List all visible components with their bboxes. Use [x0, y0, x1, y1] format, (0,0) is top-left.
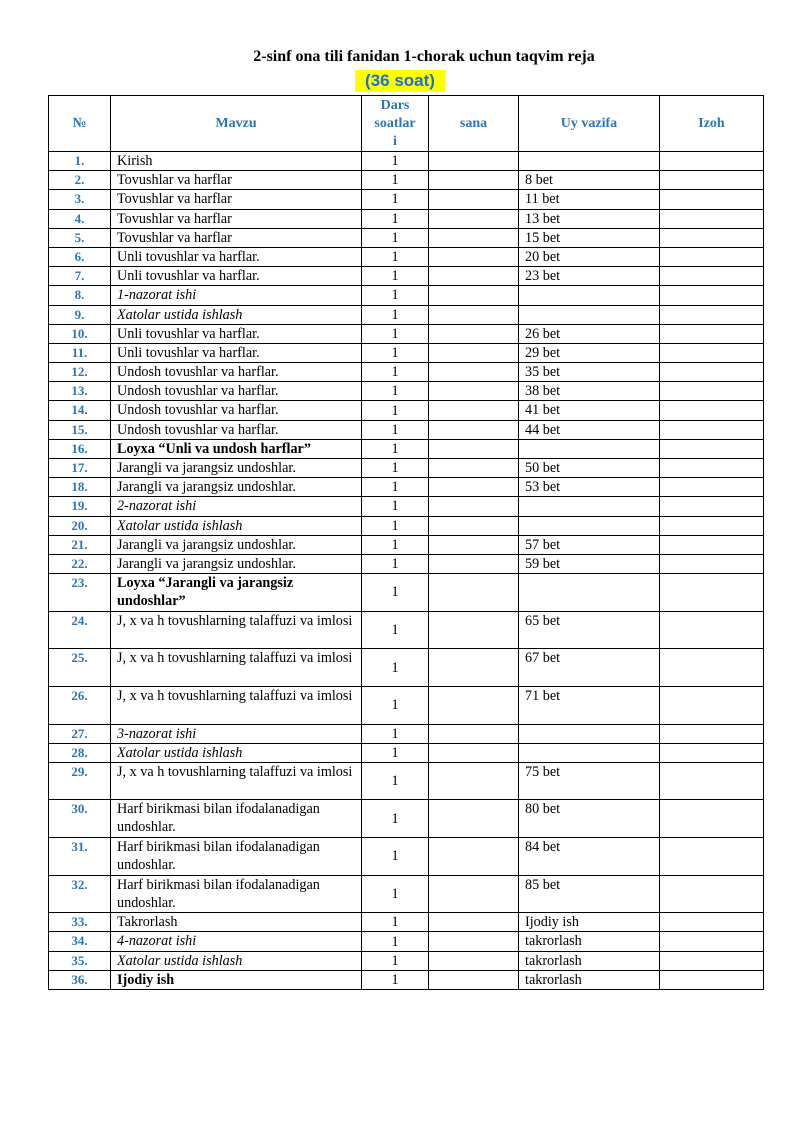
row-homework: [519, 724, 660, 743]
row-note: [660, 478, 764, 497]
row-note: [660, 286, 764, 305]
row-number: 29.: [49, 762, 111, 800]
row-topic: Xatolar ustida ishlash: [111, 743, 362, 762]
row-date: [429, 324, 519, 343]
row-hours: 1: [362, 800, 429, 838]
row-date: [429, 459, 519, 478]
page-subtitle: (36 soat): [355, 70, 445, 92]
row-topic: Jarangli va jarangsiz undoshlar.: [111, 535, 362, 554]
row-note: [660, 574, 764, 612]
table-row: [49, 401, 764, 420]
row-note: [660, 875, 764, 913]
row-note: [660, 516, 764, 535]
row-hours: 1: [362, 343, 429, 362]
row-number: 16.: [49, 439, 111, 458]
row-hours: 1: [362, 363, 429, 382]
row-number: 13.: [49, 382, 111, 401]
row-date: [429, 497, 519, 516]
row-note: [660, 970, 764, 989]
row-hours: 1: [362, 762, 429, 800]
row-homework: 67 bet: [519, 649, 660, 687]
row-hours: 1: [362, 574, 429, 612]
table-row: [49, 286, 764, 305]
table-row: [49, 724, 764, 743]
row-hours: 1: [362, 743, 429, 762]
table-body: [49, 152, 764, 990]
row-homework: 57 bet: [519, 535, 660, 554]
row-note: [660, 190, 764, 209]
row-note: [660, 382, 764, 401]
row-number: 10.: [49, 324, 111, 343]
row-topic: Jarangli va jarangsiz undoshlar.: [111, 478, 362, 497]
row-homework: 41 bet: [519, 401, 660, 420]
table-row: [49, 190, 764, 209]
row-hours: 1: [362, 286, 429, 305]
row-note: [660, 724, 764, 743]
table-row: [49, 800, 764, 838]
row-topic: 4-nazorat ishi: [111, 932, 362, 951]
row-date: [429, 305, 519, 324]
row-homework: Ijodiy ish: [519, 913, 660, 932]
row-homework: 20 bet: [519, 247, 660, 266]
row-topic: Ijodiy ish: [111, 970, 362, 989]
table-row: [49, 762, 764, 800]
table-row: [49, 152, 764, 171]
header-hours: [362, 96, 429, 152]
row-hours: 1: [362, 686, 429, 724]
row-number: 4.: [49, 209, 111, 228]
table-row: [49, 459, 764, 478]
row-hours: 1: [362, 401, 429, 420]
row-homework: [519, 286, 660, 305]
row-homework: [519, 516, 660, 535]
row-note: [660, 439, 764, 458]
row-date: [429, 420, 519, 439]
table-row: [49, 439, 764, 458]
row-date: [429, 286, 519, 305]
row-hours: 1: [362, 611, 429, 649]
header-hours-line1: Dars: [380, 97, 410, 113]
row-number: 30.: [49, 800, 111, 838]
row-topic: Undosh tovushlar va harflar.: [111, 363, 362, 382]
row-number: 32.: [49, 875, 111, 913]
table-row: [49, 516, 764, 535]
row-note: [660, 913, 764, 932]
row-topic: Kirish: [111, 152, 362, 171]
row-number: 23.: [49, 574, 111, 612]
row-note: [660, 762, 764, 800]
row-number: 3.: [49, 190, 111, 209]
row-hours: 1: [362, 970, 429, 989]
row-date: [429, 913, 519, 932]
header-homework: Uy vazifa: [519, 96, 660, 152]
row-homework: 44 bet: [519, 420, 660, 439]
row-date: [429, 152, 519, 171]
row-homework: [519, 152, 660, 171]
row-date: [429, 574, 519, 612]
row-hours: 1: [362, 724, 429, 743]
table-row: [49, 875, 764, 913]
header-date: sana: [429, 96, 519, 152]
row-note: [660, 554, 764, 573]
row-topic: Undosh tovushlar va harflar.: [111, 382, 362, 401]
row-hours: 1: [362, 838, 429, 876]
row-number: 11.: [49, 343, 111, 362]
row-homework: 80 bet: [519, 800, 660, 838]
row-date: [429, 762, 519, 800]
row-homework: 50 bet: [519, 459, 660, 478]
header-note: Izoh: [660, 96, 764, 152]
row-date: [429, 951, 519, 970]
row-hours: 1: [362, 228, 429, 247]
table-row: [49, 382, 764, 401]
page-title: 2-sinf ona tili fanidan 1-chorak uchun taqvim reja: [253, 48, 595, 65]
row-hours: 1: [362, 439, 429, 458]
row-homework: 8 bet: [519, 171, 660, 190]
row-note: [660, 267, 764, 286]
row-homework: 53 bet: [519, 478, 660, 497]
row-date: [429, 800, 519, 838]
row-note: [660, 401, 764, 420]
row-hours: 1: [362, 324, 429, 343]
row-homework: takrorlash: [519, 932, 660, 951]
table-row: [49, 497, 764, 516]
row-date: [429, 838, 519, 876]
row-homework: 71 bet: [519, 686, 660, 724]
table-row: [49, 305, 764, 324]
row-number: 19.: [49, 497, 111, 516]
row-number: 8.: [49, 286, 111, 305]
row-date: [429, 382, 519, 401]
row-note: [660, 800, 764, 838]
row-homework: takrorlash: [519, 951, 660, 970]
table-row: [49, 420, 764, 439]
row-homework: [519, 439, 660, 458]
row-hours: 1: [362, 951, 429, 970]
row-hours: 1: [362, 171, 429, 190]
row-topic: Unli tovushlar va harflar.: [111, 343, 362, 362]
row-hours: 1: [362, 478, 429, 497]
row-topic: 1-nazorat ishi: [111, 286, 362, 305]
row-hours: 1: [362, 497, 429, 516]
row-note: [660, 363, 764, 382]
table-row: [49, 574, 764, 612]
row-number: 24.: [49, 611, 111, 649]
row-note: [660, 228, 764, 247]
table-row: [49, 611, 764, 649]
row-date: [429, 516, 519, 535]
row-note: [660, 247, 764, 266]
row-number: 2.: [49, 171, 111, 190]
row-topic: Tovushlar va harflar: [111, 228, 362, 247]
row-topic: Xatolar ustida ishlash: [111, 951, 362, 970]
row-note: [660, 209, 764, 228]
row-number: 21.: [49, 535, 111, 554]
row-date: [429, 686, 519, 724]
row-number: 27.: [49, 724, 111, 743]
table-row: [49, 951, 764, 970]
row-homework: [519, 497, 660, 516]
table-row: [49, 535, 764, 554]
row-hours: 1: [362, 305, 429, 324]
row-note: [660, 686, 764, 724]
row-note: [660, 743, 764, 762]
row-date: [429, 649, 519, 687]
row-topic: 2-nazorat ishi: [111, 497, 362, 516]
row-note: [660, 343, 764, 362]
row-homework: 84 bet: [519, 838, 660, 876]
row-date: [429, 401, 519, 420]
row-hours: 1: [362, 247, 429, 266]
row-topic: Harf birikmasi bilan ifodalanadigan undoshlar.: [111, 875, 362, 913]
row-topic: Undosh tovushlar va harflar.: [111, 420, 362, 439]
row-topic: J, x va h tovushlarning talaffuzi va imlosi: [111, 762, 362, 800]
row-topic: 3-nazorat ishi: [111, 724, 362, 743]
table-row: [49, 649, 764, 687]
row-note: [660, 497, 764, 516]
row-date: [429, 267, 519, 286]
row-homework: 59 bet: [519, 554, 660, 573]
row-number: 9.: [49, 305, 111, 324]
table-row: [49, 228, 764, 247]
row-homework: 13 bet: [519, 209, 660, 228]
row-hours: 1: [362, 649, 429, 687]
row-hours: 1: [362, 516, 429, 535]
row-number: 17.: [49, 459, 111, 478]
table-row: [49, 171, 764, 190]
row-topic: Jarangli va jarangsiz undoshlar.: [111, 459, 362, 478]
row-hours: 1: [362, 420, 429, 439]
row-hours: 1: [362, 459, 429, 478]
table-row: [49, 363, 764, 382]
table-row: [49, 838, 764, 876]
row-number: 35.: [49, 951, 111, 970]
row-number: 22.: [49, 554, 111, 573]
row-note: [660, 932, 764, 951]
row-topic: J, x va h tovushlarning talaffuzi va imlosi: [111, 611, 362, 649]
table-header-row: [49, 96, 764, 152]
row-homework: 85 bet: [519, 875, 660, 913]
row-topic: Tovushlar va harflar: [111, 171, 362, 190]
row-topic: Unli tovushlar va harflar.: [111, 247, 362, 266]
row-topic: Takrorlash: [111, 913, 362, 932]
row-homework: [519, 743, 660, 762]
row-number: 6.: [49, 247, 111, 266]
row-number: 15.: [49, 420, 111, 439]
row-topic: Loyxa “Unli va undosh harflar”: [111, 439, 362, 458]
row-topic: Unli tovushlar va harflar.: [111, 324, 362, 343]
row-note: [660, 305, 764, 324]
row-hours: 1: [362, 152, 429, 171]
row-hours: 1: [362, 913, 429, 932]
row-number: 1.: [49, 152, 111, 171]
table-row: [49, 247, 764, 266]
row-date: [429, 611, 519, 649]
header-num: №: [49, 96, 111, 152]
row-topic: J, x va h tovushlarning talaffuzi va imlosi: [111, 686, 362, 724]
table-row: [49, 554, 764, 573]
row-homework: 35 bet: [519, 363, 660, 382]
row-homework: 23 bet: [519, 267, 660, 286]
table-row: [49, 209, 764, 228]
row-date: [429, 363, 519, 382]
row-topic: Xatolar ustida ishlash: [111, 516, 362, 535]
row-note: [660, 324, 764, 343]
row-date: [429, 190, 519, 209]
row-topic: Jarangli va jarangsiz undoshlar.: [111, 554, 362, 573]
row-hours: 1: [362, 554, 429, 573]
table-row: [49, 913, 764, 932]
row-note: [660, 611, 764, 649]
table-row: [49, 267, 764, 286]
row-number: 18.: [49, 478, 111, 497]
header-hours-line2: soatlar: [374, 115, 416, 131]
row-homework: [519, 305, 660, 324]
row-homework: 29 bet: [519, 343, 660, 362]
row-number: 14.: [49, 401, 111, 420]
header-hours-line3: i: [393, 133, 397, 149]
row-date: [429, 875, 519, 913]
row-hours: 1: [362, 209, 429, 228]
row-hours: 1: [362, 535, 429, 554]
row-number: 36.: [49, 970, 111, 989]
row-date: [429, 724, 519, 743]
row-number: 26.: [49, 686, 111, 724]
table-row: [49, 743, 764, 762]
row-hours: 1: [362, 267, 429, 286]
row-note: [660, 171, 764, 190]
header-topic: Mavzu: [111, 96, 362, 152]
row-number: 20.: [49, 516, 111, 535]
row-topic: Harf birikmasi bilan ifodalanadigan undoshlar.: [111, 800, 362, 838]
row-topic: Tovushlar va harflar: [111, 190, 362, 209]
row-date: [429, 743, 519, 762]
row-homework: 75 bet: [519, 762, 660, 800]
row-date: [429, 932, 519, 951]
row-date: [429, 554, 519, 573]
row-topic: Undosh tovushlar va harflar.: [111, 401, 362, 420]
row-topic: J, x va h tovushlarning talaffuzi va imlosi: [111, 649, 362, 687]
row-note: [660, 649, 764, 687]
row-topic: Harf birikmasi bilan ifodalanadigan undoshlar.: [111, 838, 362, 876]
row-number: 5.: [49, 228, 111, 247]
row-homework: takrorlash: [519, 970, 660, 989]
row-note: [660, 152, 764, 171]
table-row: [49, 324, 764, 343]
row-date: [429, 478, 519, 497]
table-row: [49, 932, 764, 951]
row-homework: 38 bet: [519, 382, 660, 401]
row-number: 25.: [49, 649, 111, 687]
row-date: [429, 171, 519, 190]
row-hours: 1: [362, 932, 429, 951]
row-date: [429, 209, 519, 228]
row-hours: 1: [362, 382, 429, 401]
row-date: [429, 228, 519, 247]
row-note: [660, 838, 764, 876]
row-date: [429, 535, 519, 554]
row-date: [429, 439, 519, 458]
row-number: 31.: [49, 838, 111, 876]
row-number: 12.: [49, 363, 111, 382]
row-note: [660, 951, 764, 970]
table-row: [49, 686, 764, 724]
row-number: 34.: [49, 932, 111, 951]
row-topic: Xatolar ustida ishlash: [111, 305, 362, 324]
row-number: 7.: [49, 267, 111, 286]
row-homework: 26 bet: [519, 324, 660, 343]
table-row: [49, 478, 764, 497]
calendar-plan-table: [48, 95, 764, 990]
row-note: [660, 420, 764, 439]
row-date: [429, 970, 519, 989]
row-number: 33.: [49, 913, 111, 932]
table-row: [49, 970, 764, 989]
row-date: [429, 343, 519, 362]
row-number: 28.: [49, 743, 111, 762]
row-note: [660, 459, 764, 478]
row-date: [429, 247, 519, 266]
row-topic: Unli tovushlar va harflar.: [111, 267, 362, 286]
row-topic: Tovushlar va harflar: [111, 209, 362, 228]
row-homework: 15 bet: [519, 228, 660, 247]
row-homework: 65 bet: [519, 611, 660, 649]
row-homework: [519, 574, 660, 612]
row-topic: Loyxa “Jarangli va jarangsiz undoshlar”: [111, 574, 362, 612]
table-row: [49, 343, 764, 362]
row-hours: 1: [362, 190, 429, 209]
row-note: [660, 535, 764, 554]
row-hours: 1: [362, 875, 429, 913]
row-homework: 11 bet: [519, 190, 660, 209]
